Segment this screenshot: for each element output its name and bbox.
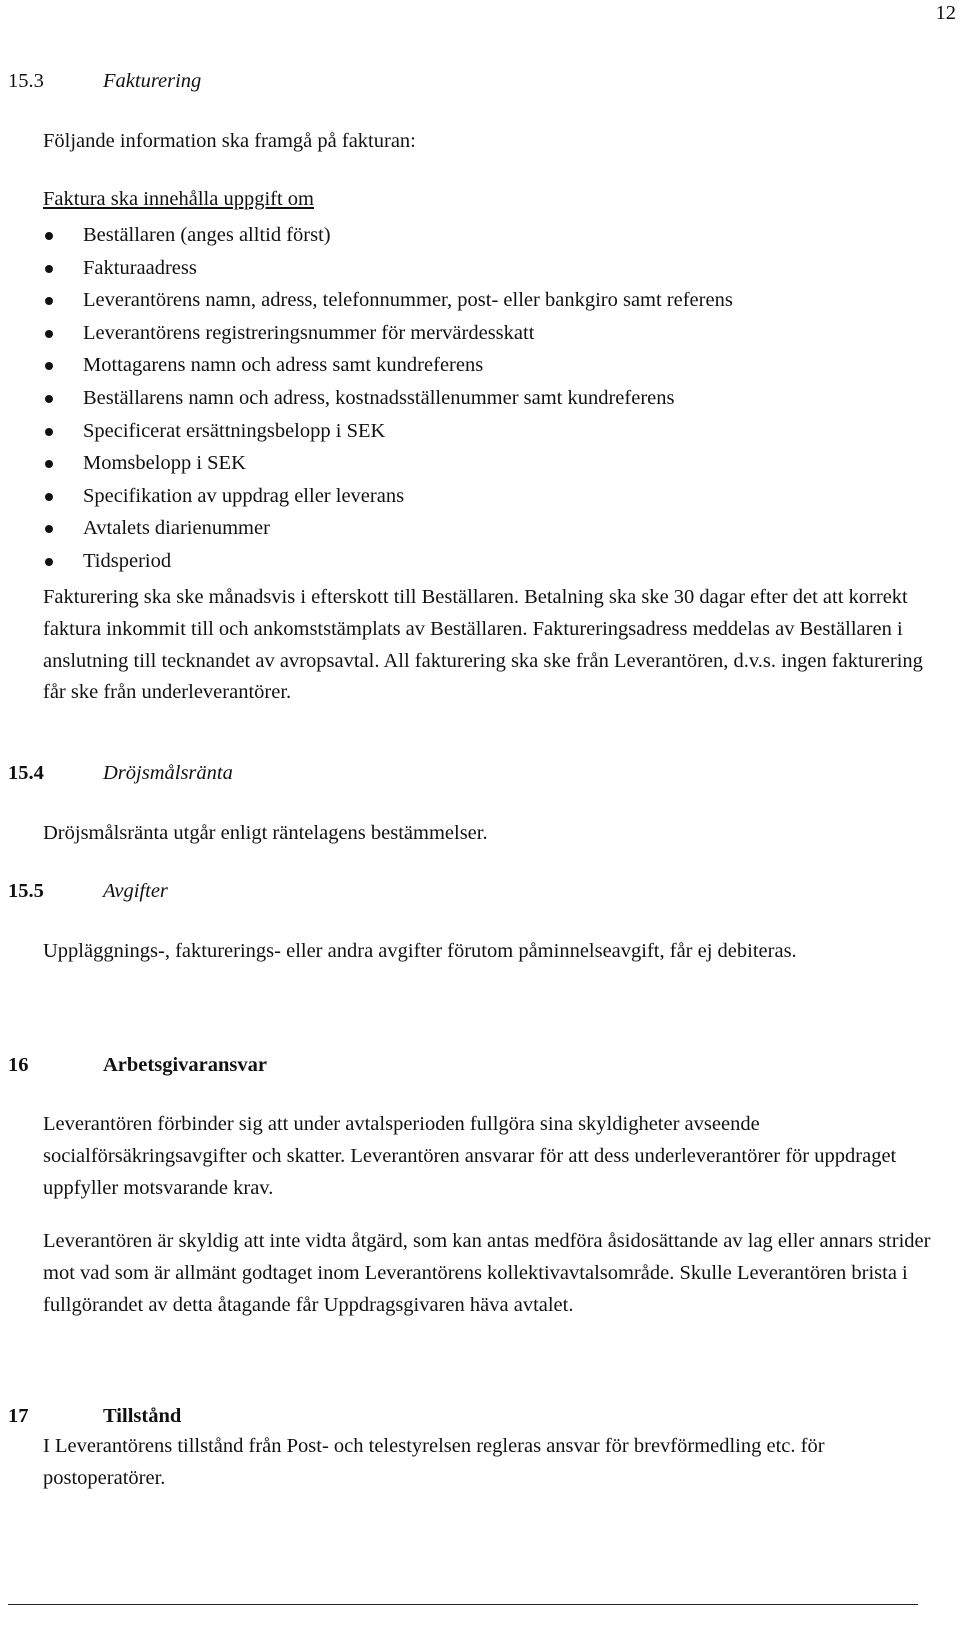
bullet-icon bbox=[45, 558, 53, 566]
bullet-icon bbox=[45, 297, 53, 305]
section-15-5-title: Avgifter bbox=[103, 880, 168, 902]
page-number: 12 bbox=[935, 2, 956, 24]
list-item: Avtalets diarienummer bbox=[0, 512, 733, 545]
bullet-icon bbox=[45, 428, 53, 436]
list-item: Leverantörens registreringsnummer för mervärdesskatt bbox=[0, 317, 733, 350]
bullet-icon bbox=[45, 460, 53, 468]
list-item: Specificerat ersättningsbelopp i SEK bbox=[0, 415, 733, 448]
list-item: Beställarens namn och adress, kostnadsställenummer samt kundreferens bbox=[0, 382, 733, 415]
section-15-4-title: Dröjsmålsränta bbox=[103, 762, 233, 784]
bullet-icon bbox=[45, 232, 53, 240]
list-item: Beställaren (anges alltid först) bbox=[0, 219, 733, 252]
employer-responsibility-paragraph-2: Leverantören är skyldig att inte vidta åtgärd, som kan antas medföra åsidosättande av lag eller annars strider mot vad som är allmänt godtaget inom Leverantörens kollektivavtalsområde. Skulle Leverantören brista i fullgörandet av detta åtagande får Uppdragsgivaren häva avtalet. bbox=[43, 1230, 931, 1316]
section-16-title: Arbetsgivaransvar bbox=[103, 1054, 267, 1076]
section-15-3-title: Fakturering bbox=[103, 70, 202, 92]
list-item: Specifikation av uppdrag eller leverans bbox=[0, 480, 733, 513]
section-16-number: 16 bbox=[8, 1054, 29, 1076]
bullet-icon bbox=[45, 395, 53, 403]
invoice-list-heading: Faktura ska innehålla uppgift om bbox=[43, 188, 314, 210]
invoicing-paragraph: Fakturering ska ske månadsvis i efterskott till Beställaren. Betalning ska ske 30 dagar efter det att korrekt faktura inkommit till och ankomststämplats av Beställaren. Faktureringsadress meddelas av Beställaren i anslutning till tecknandet av avropsavtal. All fakturering ska ske från Leverantören, d.v.s. ingen fakturering får ske från underleverantörer. bbox=[43, 586, 923, 704]
list-item: Momsbelopp i SEK bbox=[0, 447, 733, 480]
bullet-icon bbox=[45, 330, 53, 338]
section-17-title: Tillstånd bbox=[103, 1405, 182, 1427]
section-15-5-number: 15.5 bbox=[8, 880, 44, 902]
bullet-icon bbox=[45, 362, 53, 370]
bullet-icon bbox=[45, 265, 53, 273]
permit-text: I Leverantörens tillstånd från Post- och telestyrelsen regleras ansvar för brevförmedling etc. för postoperatörer. bbox=[43, 1435, 825, 1489]
section-17-number: 17 bbox=[8, 1405, 29, 1427]
late-interest-text: Dröjsmålsränta utgår enligt räntelagens bestämmelser. bbox=[43, 822, 488, 844]
list-item: Leverantörens namn, adress, telefonnummer, post- eller bankgiro samt referens bbox=[0, 284, 733, 317]
section-15-3-number: 15.3 bbox=[8, 70, 44, 92]
bullet-icon bbox=[45, 493, 53, 501]
employer-responsibility-paragraph-1: Leverantören förbinder sig att under avtalsperioden fullgöra sina skyldigheter avseende socialförsäkringsavgifter och skatter. Leverantören ansvarar för att dess underleverantörer för uppdraget uppfyller motsvarande krav. bbox=[43, 1113, 897, 1199]
fees-text: Uppläggnings-, fakturerings- eller andra avgifter förutom påminnelseavgift, får ej debiteras. bbox=[43, 940, 797, 962]
list-item: Tidsperiod bbox=[0, 545, 733, 578]
section-15-4-number: 15.4 bbox=[8, 762, 44, 784]
list-item: Fakturaadress bbox=[0, 252, 733, 285]
bullet-icon bbox=[45, 525, 53, 533]
invoice-requirements-list bbox=[0, 219, 733, 578]
footnote-divider bbox=[8, 1604, 918, 1605]
invoice-intro: Följande information ska framgå på fakturan: bbox=[43, 130, 416, 152]
list-item: Mottagarens namn och adress samt kundreferens bbox=[0, 349, 733, 382]
